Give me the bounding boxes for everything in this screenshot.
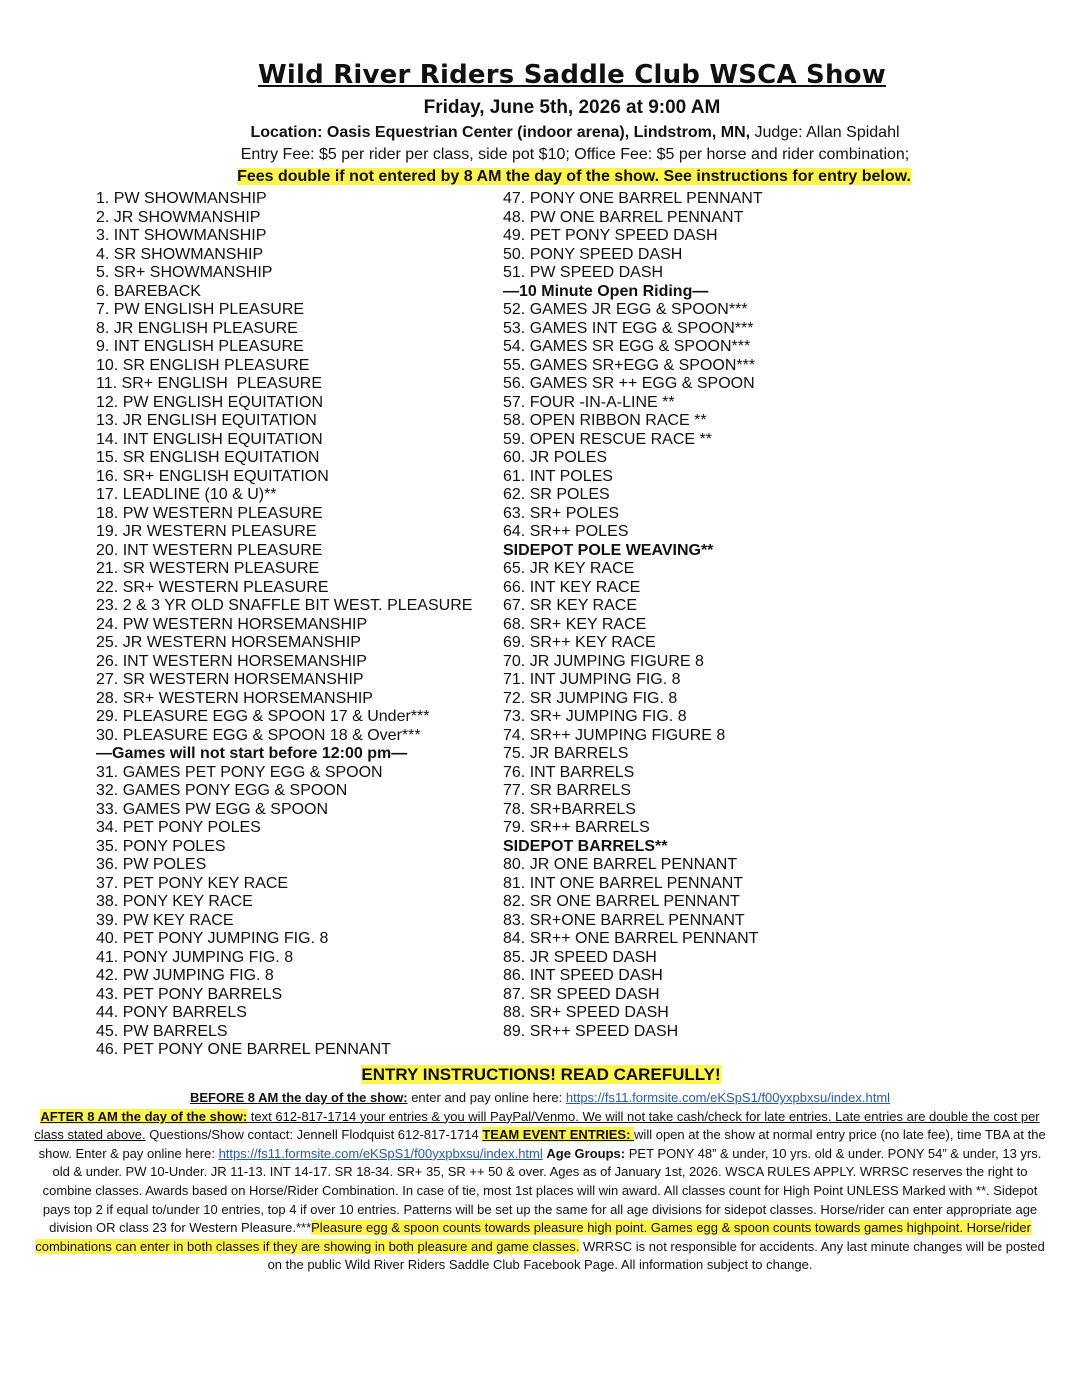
class-item: 15. SR ENGLISH EQUITATION [96,449,320,466]
after-text: text 612-817-1714 your entries & you will PayPal/Venmo. We will not take cash/check for late entries. [247,1108,836,1124]
class-item: 62. SR POLES [503,486,610,503]
entry-instructions-title [0,1065,1080,1085]
class-item: 82. SR ONE BARREL PENNANT [503,893,740,910]
class-item: 13. JR ENGLISH EQUITATION [96,412,317,429]
show-date: Friday, June 5th, 2026 at 9:00 AM [423,97,721,118]
class-item: 76. INT BARRELS [503,763,635,781]
page-title: Wild River Riders Saddle Club WSCA Show [258,60,886,90]
class-item: 66. INT KEY RACE [503,578,641,596]
section-heading: SIDEPOT POLE WEAVING** [503,541,714,559]
after-label: AFTER 8 AM the day of the show: [40,1108,248,1124]
location-line [0,124,1080,142]
class-item: 16. SR+ ENGLISH EQUITATION [96,467,329,485]
section-heading: —Games will not start before 12:00 pm— [96,745,408,762]
class-item: 3. INT SHOWMANSHIP [96,227,267,244]
class-item: 27. SR WESTERN HORSEMANSHIP [96,671,364,688]
class-item: 17. LEADLINE (10 & U)** [96,486,277,503]
class-item: 22. SR+ WESTERN PLEASURE [96,578,329,596]
class-item: 38. PONY KEY RACE [96,893,253,910]
class-item: 49. PET PONY SPEED DASH [503,227,718,244]
class-item: 54. GAMES SR EGG & SPOON*** [503,338,751,355]
class-item: 23. 2 & 3 YR OLD SNAFFLE BIT WEST. PLEASURE [96,597,473,614]
class-item: 67. SR KEY RACE [503,597,637,614]
class-item: 28. SR+ WESTERN HORSEMANSHIP [96,689,373,707]
class-list-left [96,190,472,1060]
age-groups-text: PET PONY 48” & under, 10 yrs. old & under. PONY 54” & under, 13 yrs. old & under. PW 10-Under. JR 11-13. INT 14-17. SR 18-34. SR+ 35, SR ++ 50 & over. Ages as of January 1st, 2026. WSCA RULES APPLY. WRRSC reserves the right to combine classes. Awards based on Horse/Rider Combination. In case of tie, most 1st places will win award. All classes count for High Point UNLESS Marked with **. Sidepot pays top 2 if equal to/under 10 entries, top 4 if over 10 entries. Patterns will be set up the same for all age divisions for sidepot classes. Horse/rider can enter appropriate age division OR class 23 for Western Pleasure.*** [42,1145,1042,1236]
class-item: 2. JR SHOWMANSHIP [96,208,261,226]
class-item: 70. JR JUMPING FIGURE 8 [503,652,704,670]
class-item: 73. SR+ JUMPING FIG. 8 [503,708,687,725]
judge-text: Judge: Allan Spidahl [750,124,900,141]
class-item: 48. PW ONE BARREL PENNANT [503,208,744,226]
class-item: 79. SR++ BARRELS [503,819,650,836]
class-item: 86. INT SPEED DASH [503,967,663,984]
before-label: BEFORE 8 AM the day of the show: [189,1090,408,1105]
class-item: 41. PONY JUMPING FIG. 8 [96,948,294,966]
class-item: 43. PET PONY BARRELS [96,985,283,1003]
entry-instructions-body [30,1089,1050,1275]
contact-text: Questions/Show contact: Jennell Flodquist 612-817-1714 [145,1127,483,1143]
class-item: 20. INT WESTERN PLEASURE [96,541,323,559]
class-item: 64. SR++ POLES [503,523,629,540]
class-item: 60. JR POLES [503,449,608,466]
class-item: 75. JR BARRELS [503,745,629,762]
class-item: 78. SR+BARRELS [503,800,636,818]
fees-double-notice [0,168,1080,186]
class-item: 39. PW KEY RACE [96,911,234,929]
class-item: 34. PET PONY POLES [96,819,261,836]
class-list-right [503,190,763,1041]
class-item: 29. PLEASURE EGG & SPOON 17 & Under*** [96,708,430,725]
class-item: 26. INT WESTERN HORSEMANSHIP [96,652,367,670]
team-entry-link[interactable]: https://fs11.formsite.com/eKSpS1/f00yxpbxsu/index.html [218,1145,543,1161]
class-item: 18. PW WESTERN PLEASURE [96,504,323,522]
class-item: 72. SR JUMPING FIG. 8 [503,689,678,707]
class-item: 88. SR+ SPEED DASH [503,1004,669,1021]
fees-double-text: Fees double if not entered by 8 AM the day of the show. See instructions for entry below. [237,168,911,185]
class-item: 80. JR ONE BARREL PENNANT [503,856,738,873]
class-item: 52. GAMES JR EGG & SPOON*** [503,301,748,318]
class-item: 89. SR++ SPEED DASH [503,1022,679,1040]
class-item: 33. GAMES PW EGG & SPOON [96,800,329,818]
class-item: 71. INT JUMPING FIG. 8 [503,671,681,688]
class-item: 44. PONY BARRELS [96,1004,247,1021]
class-item: 77. SR BARRELS [503,782,632,799]
class-item: 32. GAMES PONY EGG & SPOON [96,782,348,799]
section-heading: —10 Minute Open Riding— [503,282,709,300]
class-item: 45. PW BARRELS [96,1022,228,1040]
class-item: 68. SR+ KEY RACE [503,615,647,633]
class-item: 85. JR SPEED DASH [503,948,657,966]
class-item: 1. PW SHOWMANSHIP [96,190,267,207]
class-item: 69. SR++ KEY RACE [503,634,656,651]
class-item: 47. PONY ONE BARREL PENNANT [503,190,763,207]
class-item: 53. GAMES INT EGG & SPOON*** [503,319,754,337]
egg-spoon-highlight: Pleasure egg & spoon counts towards pleasure high point. Games egg & spoon counts towards games highpoint. Horse/rider combinations can enter in both classes if they are showing in both pleasure and game classes. [35,1220,1031,1254]
class-item: 35. PONY POLES [96,837,226,855]
class-item: 65. JR KEY RACE [503,560,635,577]
class-item: 36. PW POLES [96,856,207,873]
class-item: 61. INT POLES [503,467,613,485]
class-item: 84. SR++ ONE BARREL PENNANT [503,930,759,947]
class-item: 8. JR ENGLISH PLEASURE [96,319,298,337]
class-item: 74. SR++ JUMPING FIGURE 8 [503,726,726,744]
class-item: 11. SR+ ENGLISH PLEASURE [96,375,323,392]
class-item: 12. PW ENGLISH EQUITATION [96,393,323,411]
after-highlight [40,1109,247,1124]
class-item: 9. INT ENGLISH PLEASURE [96,338,304,355]
class-item: 14. INT ENGLISH EQUITATION [96,430,323,448]
class-item: 37. PET PONY KEY RACE [96,874,289,892]
class-item: 81. INT ONE BARREL PENNANT [503,874,744,892]
class-item: 59. OPEN RESCUE RACE ** [503,430,712,448]
class-item: 58. OPEN RIBBON RACE ** [503,412,707,429]
class-item: 19. JR WESTERN PLEASURE [96,523,317,540]
late-fee-text: Late entries are double the cost per class stated above. [34,1108,1040,1143]
class-item: 4. SR SHOWMANSHIP [96,245,264,263]
entry-instructions-title-text: ENTRY INSTRUCTIONS! READ CAREFULLY! [361,1065,721,1084]
team-event-text: will open at the show at normal entry price (no late fee), time TBA at the show. Enter & pay online here: [38,1127,1046,1161]
entry-link[interactable]: https://fs11.formsite.com/eKSpS1/f00yxpbxsu/index.html [565,1090,891,1105]
class-item: 31. GAMES PET PONY EGG & SPOON [96,763,383,781]
class-item: 63. SR+ POLES [503,504,620,522]
class-item: 24. PW WESTERN HORSEMANSHIP [96,615,368,633]
class-item: 87. SR SPEED DASH [503,985,660,1003]
class-item: 7. PW ENGLISH PLEASURE [96,301,305,318]
age-groups-label: Age Groups: [546,1145,626,1161]
entry-fee-line: Entry Fee: $5 per rider per class, side pot $10; Office Fee: $5 per horse and rider combination; [240,146,910,163]
class-item: 10. SR ENGLISH PLEASURE [96,356,310,374]
before-text: enter and pay online here: [407,1090,566,1105]
class-item: 25. JR WESTERN HORSEMANSHIP [96,634,361,651]
class-item: 6. BAREBACK [96,282,201,300]
class-item: 50. PONY SPEED DASH [503,245,683,263]
closing-text: WRRSC is not responsible for accidents. Any last minute changes will be posted on the public Wild River Riders Saddle Club Facebook Page. All information subject to change. [267,1238,1045,1273]
location-label: Location: Oasis Equestrian Center (indoor arena), Lindstrom, MN, [250,124,751,141]
class-item: 83. SR+ONE BARREL PENNANT [503,911,745,929]
class-item: 51. PW SPEED DASH [503,264,664,281]
class-item: 46. PET PONY ONE BARREL PENNANT [96,1041,391,1058]
class-item: 56. GAMES SR ++ EGG & SPOON [503,375,755,392]
class-item: 5. SR+ SHOWMANSHIP [96,264,273,281]
class-item: 40. PET PONY JUMPING FIG. 8 [96,930,329,947]
section-heading: SIDEPOT BARRELS** [503,837,668,855]
class-item: 57. FOUR -IN-A-LINE ** [503,393,675,411]
class-item: 21. SR WESTERN PLEASURE [96,560,320,577]
class-item: 30. PLEASURE EGG & SPOON 18 & Over*** [96,726,421,744]
class-item: 55. GAMES SR+EGG & SPOON*** [503,356,756,374]
class-item: 42. PW JUMPING FIG. 8 [96,967,274,984]
team-event-label: TEAM EVENT ENTRIES: [482,1127,635,1143]
